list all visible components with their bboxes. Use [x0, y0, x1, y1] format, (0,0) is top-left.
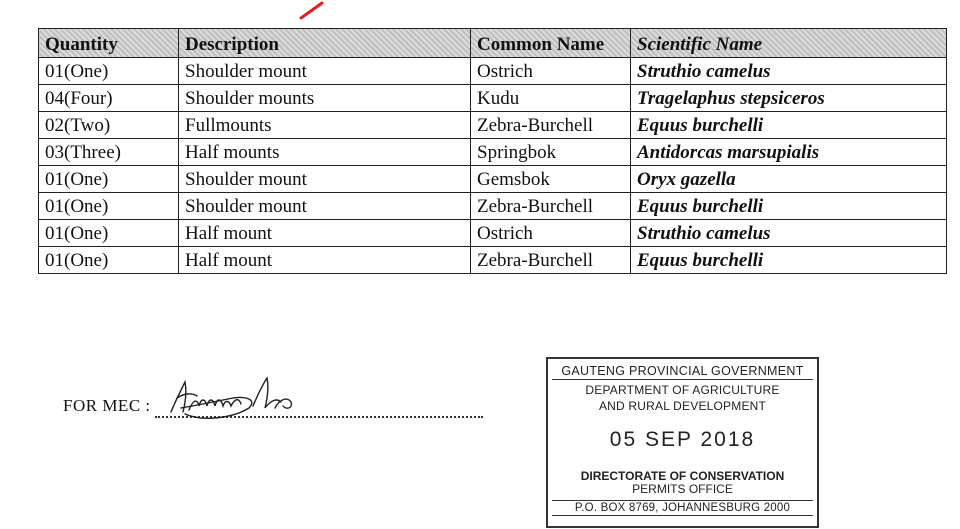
- stamp-address: P.O. BOX 8769, JOHANNESBURG 2000: [552, 500, 813, 516]
- specimen-table: [38, 28, 947, 274]
- cell-quantity: 01(One): [39, 193, 179, 220]
- cell-scientific-name: Equus burchelli: [631, 112, 947, 139]
- cell-quantity: 01(One): [39, 220, 179, 247]
- cell-common-name: Gemsbok: [471, 166, 631, 193]
- header-quantity: Quantity: [39, 29, 179, 58]
- table-row: [39, 166, 947, 193]
- cell-description: Shoulder mount: [179, 166, 471, 193]
- cell-description: Half mount: [179, 220, 471, 247]
- stamp-date: 05 SEP 2018: [609, 428, 756, 451]
- cell-description: Shoulder mount: [179, 193, 471, 220]
- table-row: [39, 139, 947, 166]
- cell-scientific-name: Struthio camelus: [631, 58, 947, 85]
- signature-line: [63, 394, 483, 434]
- table-row: [39, 220, 947, 247]
- header-common-name: Common Name: [471, 29, 631, 58]
- cell-description: Shoulder mount: [179, 58, 471, 85]
- table-row: [39, 112, 947, 139]
- cell-common-name: Springbok: [471, 139, 631, 166]
- cell-quantity: 04(Four): [39, 85, 179, 112]
- cell-scientific-name: Equus burchelli: [631, 247, 947, 274]
- header-description: Description: [179, 29, 471, 58]
- cell-description: Shoulder mounts: [179, 85, 471, 112]
- table-row: [39, 193, 947, 220]
- red-pen-mark: [299, 0, 325, 20]
- cell-common-name: Zebra-Burchell: [471, 193, 631, 220]
- cell-scientific-name: Antidorcas marsupialis: [631, 139, 947, 166]
- table-row: [39, 85, 947, 112]
- stamp-government: GAUTENG PROVINCIAL GOVERNMENT: [552, 363, 813, 380]
- table-row: [39, 58, 947, 85]
- cell-quantity: 01(One): [39, 58, 179, 85]
- stamp-directorate: DIRECTORATE OF CONSERVATION: [580, 469, 785, 483]
- stamp-department-line2: AND RURAL DEVELOPMENT: [598, 399, 767, 413]
- cell-description: Fullmounts: [179, 112, 471, 139]
- cell-quantity: 02(Two): [39, 112, 179, 139]
- for-mec-label: FOR MEC :: [63, 396, 151, 415]
- table-row: [39, 247, 947, 274]
- cell-scientific-name: Struthio camelus: [631, 220, 947, 247]
- header-scientific-name: Scientific Name: [631, 29, 947, 58]
- cell-common-name: Kudu: [471, 85, 631, 112]
- cell-description: Half mounts: [179, 139, 471, 166]
- official-stamp: [546, 357, 819, 528]
- cell-common-name: Zebra-Burchell: [471, 112, 631, 139]
- stamp-department-line1: DEPARTMENT OF AGRICULTURE: [585, 383, 780, 397]
- cell-scientific-name: Equus burchelli: [631, 193, 947, 220]
- cell-scientific-name: Tragelaphus stepsiceros: [631, 85, 947, 112]
- cell-quantity: 01(One): [39, 247, 179, 274]
- handwritten-signature: [163, 372, 313, 420]
- stamp-office: PERMITS OFFICE: [632, 482, 733, 496]
- cell-common-name: Zebra-Burchell: [471, 247, 631, 274]
- cell-quantity: 01(One): [39, 166, 179, 193]
- cell-quantity: 03(Three): [39, 139, 179, 166]
- cell-common-name: Ostrich: [471, 220, 631, 247]
- table-header-row: [39, 29, 947, 58]
- cell-scientific-name: Oryx gazella: [631, 166, 947, 193]
- cell-common-name: Ostrich: [471, 58, 631, 85]
- cell-description: Half mount: [179, 247, 471, 274]
